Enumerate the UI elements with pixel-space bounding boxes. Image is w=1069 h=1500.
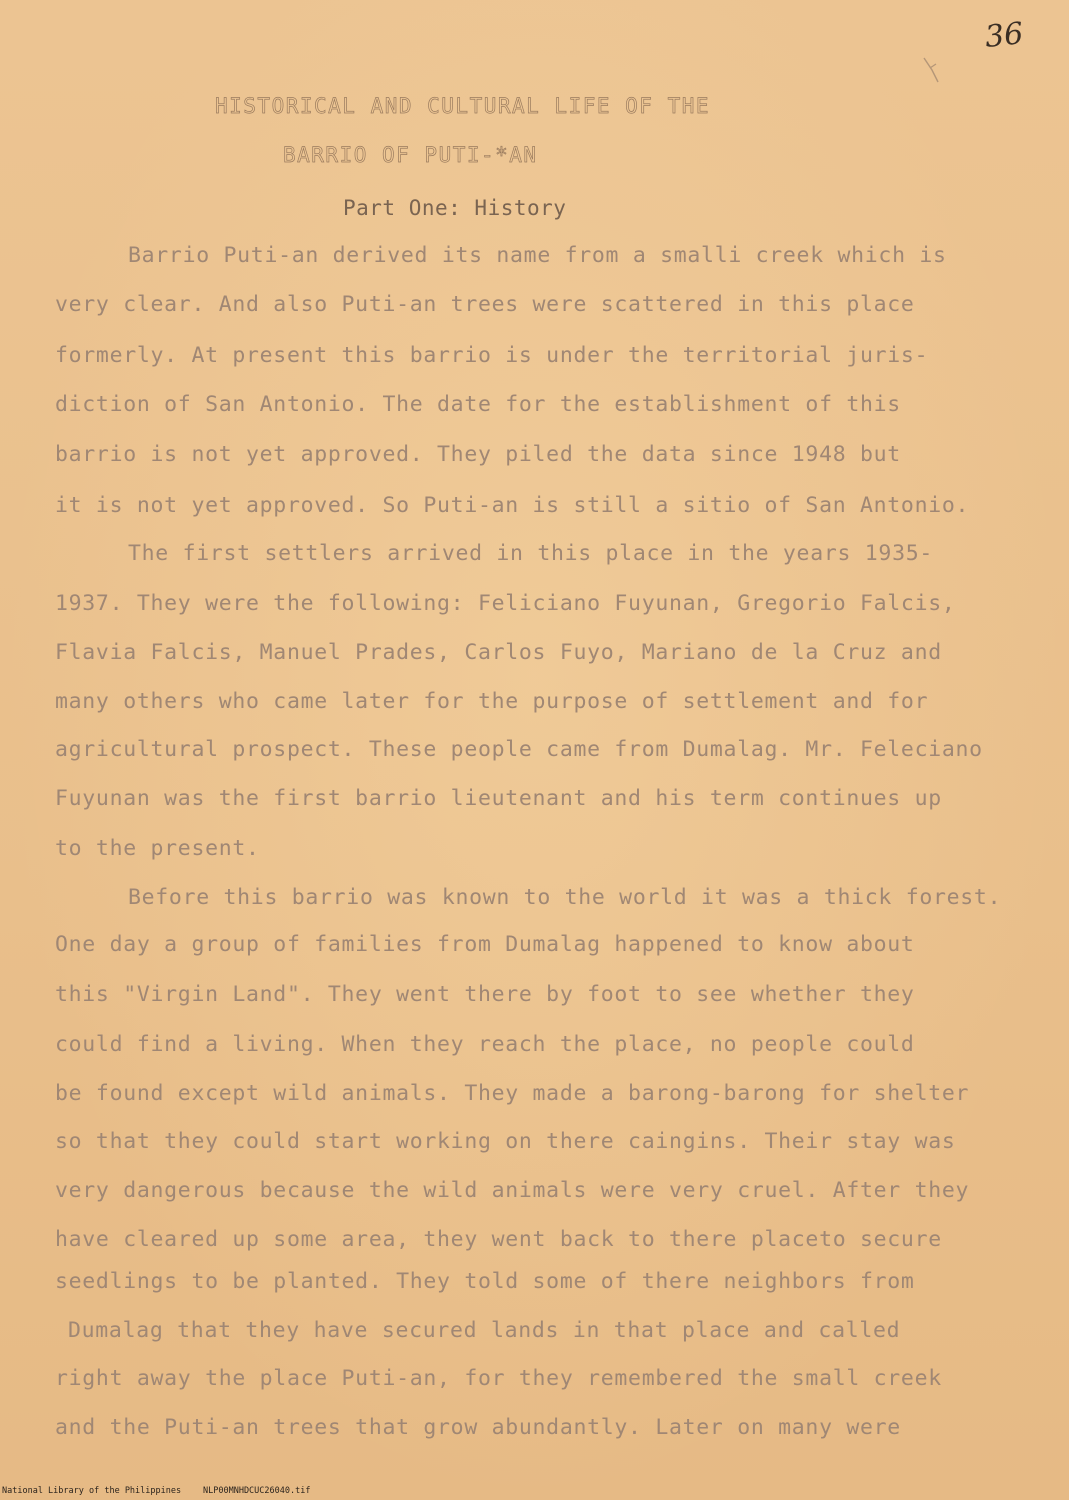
- body-line: this "Virgin Land". They went there by foot to see whether they: [55, 982, 915, 1007]
- body-line: Dumalag that they have secured lands in that place and called: [68, 1318, 901, 1343]
- body-line: diction of San Antonio. The date for the establishment of this: [55, 392, 901, 417]
- body-line: so that they could start working on there caingins. Their stay was: [55, 1129, 956, 1154]
- body-line: many others who came later for the purpose of settlement and for: [55, 689, 929, 714]
- body-line: it is not yet approved. So Puti-an is still a sitio of San Antonio.: [55, 493, 970, 518]
- body-line: Barrio Puti-an derived its name from a smalli creek which is: [128, 243, 947, 268]
- title-line-2: BARRIO OF PUTI-*AN: [283, 143, 538, 167]
- section-heading: Part One: History: [343, 196, 567, 220]
- body-line: to the present.: [55, 836, 260, 861]
- body-line: be found except wild animals. They made a barong-barong for shelter: [55, 1081, 970, 1106]
- ink-mark-icon: [922, 56, 940, 84]
- body-line: Before this barrio was known to the world it was a thick forest.: [128, 885, 1002, 910]
- body-line: One day a group of families from Dumalag happened to know about: [55, 932, 915, 957]
- title-line-1: HISTORICAL AND CULTURAL LIFE OF THE: [215, 94, 711, 118]
- footer-filename: NLP00MNHDCUC26040.tif: [203, 1486, 311, 1496]
- page-number: 36: [983, 16, 1025, 55]
- body-line: Fuyunan was the first barrio lieutenant and his term continues up: [55, 786, 942, 811]
- body-line: very dangerous because the wild animals were very cruel. After they: [55, 1178, 970, 1203]
- body-line: right away the place Puti-an, for they remembered the small creek: [55, 1366, 942, 1391]
- body-line: agricultural prospect. These people came from Dumalag. Mr. Feleciano: [55, 737, 983, 762]
- body-line: and the Puti-an trees that grow abundantly. Later on many were: [55, 1415, 901, 1440]
- body-line: have cleared up some area, they went back to there placeto secure: [55, 1227, 942, 1252]
- footer-library-label: National Library of the Philippines: [2, 1486, 182, 1496]
- body-line: Flavia Falcis, Manuel Prades, Carlos Fuyo, Mariano de la Cruz and: [55, 640, 942, 665]
- body-line: The first settlers arrived in this place in the years 1935-: [128, 541, 934, 566]
- body-line: 1937. They were the following: Feliciano Fuyunan, Gregorio Falcis,: [55, 591, 956, 616]
- body-line: barrio is not yet approved. They piled the data since 1948 but: [55, 442, 901, 467]
- body-line: very clear. And also Puti-an trees were scattered in this place: [55, 292, 915, 317]
- body-line: formerly. At present this barrio is under the territorial juris-: [55, 343, 929, 368]
- body-line: seedlings to be planted. They told some of there neighbors from: [55, 1269, 915, 1294]
- body-line: could find a living. When they reach the place, no people could: [55, 1032, 915, 1057]
